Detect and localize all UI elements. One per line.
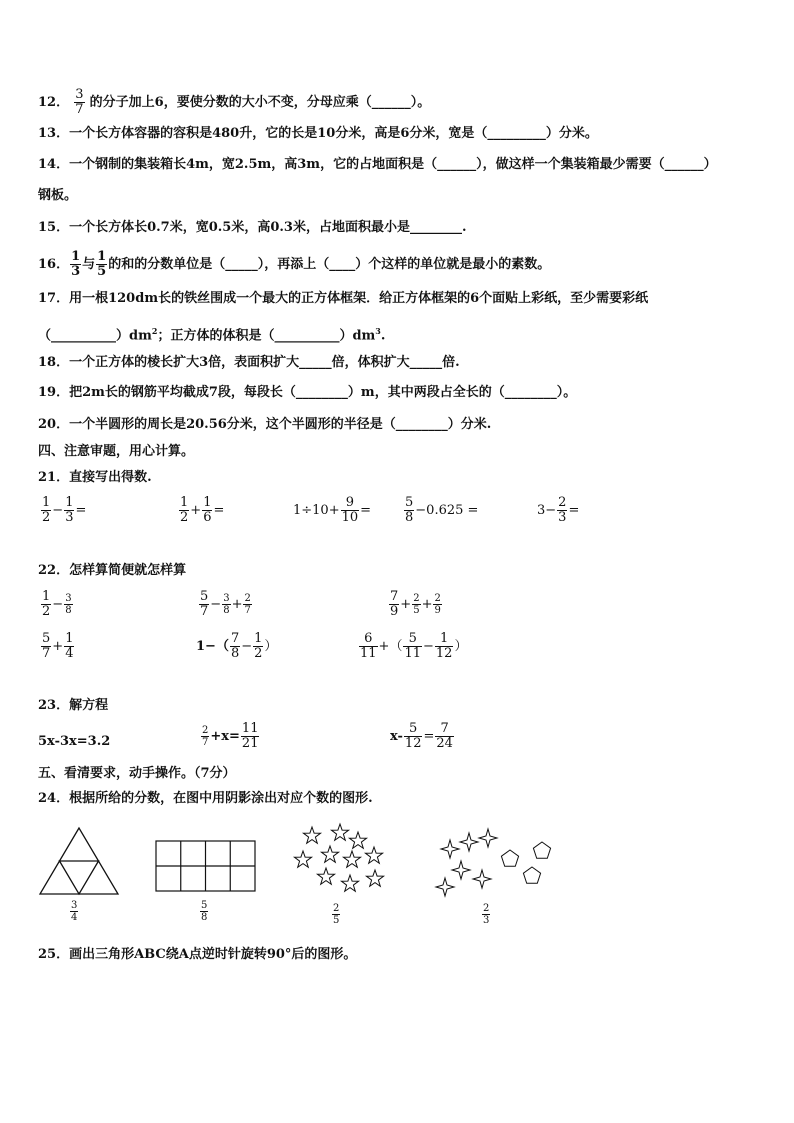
question-text: 的分子加上6，要使分数的大小不变，分母应乘（______）。 — [89, 95, 431, 110]
fraction: $\frac{3}{7}$ — [75, 87, 84, 117]
section-5-heading: 五、看清要求，动手操作。（7分） — [38, 766, 236, 781]
question-17-line2: $(\_\_\_\_\_\_\_\_\_\_)dm^2$；正方体的体积是$(\_\_\_\_\_\_\_\_\_\_)dm^3$. — [38, 326, 386, 344]
stars-figure — [290, 822, 390, 902]
q23-equation-1: 5x-3x=3.2 — [38, 734, 111, 749]
q22-expr-6: $\frac{6}{11}$ +（ $\frac{5}{11}$ − $\frac{1}{12}$ ） — [360, 631, 468, 661]
fraction: $\frac{1}{3}$ — [71, 249, 81, 279]
question-22-title: 22．怎样算简便就怎样算 — [38, 563, 187, 578]
figure-1-label: $\frac{3}{4}$ — [71, 900, 78, 923]
question-12 — [38, 88, 430, 117]
q22-expr-3: $\frac{7}{9}$ + $\frac{2}{5}$ + $\frac{2}{9}$ — [390, 589, 441, 619]
q22-expr-2: $\frac{5}{7}$ − $\frac{3}{8}$ + $\frac{2}{7}$ — [200, 589, 251, 619]
q21-expr-4: $\frac{5}{8}$ −0.625 = — [405, 495, 479, 525]
question-15: 15．一个长方体长0.7米，宽0.5米，高0.3米，占地面积最小是________. — [38, 220, 467, 235]
triangle-figure — [38, 826, 120, 896]
question-21-title: 21．直接写出得数. — [38, 470, 152, 485]
question-13: 13．一个长方体容器的容积是480升，它的长是10分米，高是6分米，宽是（_________）分米。 — [38, 126, 598, 141]
q21-expr-5: 3− $\frac{2}{3}$ = — [537, 495, 580, 525]
figure-2-label: $\frac{5}{8}$ — [201, 900, 208, 923]
figure-3-label: $\frac{2}{5}$ — [333, 903, 340, 926]
q21-expr-1: $\frac{1}{2}$ − $\frac{1}{3}$ = — [42, 495, 87, 525]
sparkles-and-pentagons-figure — [432, 826, 557, 901]
q23-equation-2: $\frac{2}{7}$ +x= $\frac{11}{21}$ — [202, 721, 259, 751]
question-18: 18．一个正方体的棱长扩大3倍，表面积扩大_____倍，体积扩大_____倍. — [38, 355, 460, 370]
question-14-line1: 14．一个钢制的集装箱长4m，宽2.5m，高3m，它的占地面积是（______），做这样一个集装箱最少需要（______） — [38, 157, 717, 172]
question-16: 16． $\frac{1}{3}$ 与 $\frac{1}{5}$ 的和的分数单位是（_____），再添上（____）个这样的单位就是最小的素数。 — [38, 249, 551, 279]
fraction: $\frac{1}{5}$ — [97, 249, 107, 279]
question-17-line1: 17．用一根120dm长的铁丝围成一个最大的正方体框架．给正方体框架的6个面贴上彩纸，至少需要彩纸 — [38, 291, 649, 306]
q21-expr-3: 1÷10+ $\frac{9}{10}$ = — [293, 495, 372, 525]
question-20: 20．一个半圆形的周长是20.56分米，这个半圆形的半径是（________）分米. — [38, 417, 492, 432]
question-number: 12． — [38, 95, 70, 110]
q22-expr-1: $\frac{1}{2}$ − $\frac{3}{8}$ — [42, 589, 72, 619]
question-24-title: 24．根据所给的分数，在图中用阴影涂出对应个数的图形. — [38, 791, 373, 806]
question-25: 25．画出三角形ABC绕A点逆时针旋转90°后的图形。 — [38, 947, 357, 962]
q21-expr-2: $\frac{1}{2}$ + $\frac{1}{6}$ = — [180, 495, 225, 525]
q23-equation-3: x- $\frac{5}{12}$ = $\frac{7}{24}$ — [390, 721, 453, 751]
q22-expr-4: $\frac{5}{7}$ + $\frac{1}{4}$ — [42, 631, 74, 661]
section-4-heading: 四、注意审题，用心计算。 — [38, 444, 195, 459]
grid-figure — [155, 840, 256, 892]
q22-expr-5: 1−（ $\frac{7}{8}$ − $\frac{1}{2}$ ） — [196, 631, 278, 661]
question-19: 19．把2m长的钢筋平均截成7段，每段长（________）m，其中两段占全长的（________）。 — [38, 385, 577, 400]
question-23-title: 23．解方程 — [38, 698, 109, 713]
question-14-line2: 钢板。 — [38, 188, 78, 203]
figure-4-label: $\frac{2}{3}$ — [483, 903, 490, 926]
